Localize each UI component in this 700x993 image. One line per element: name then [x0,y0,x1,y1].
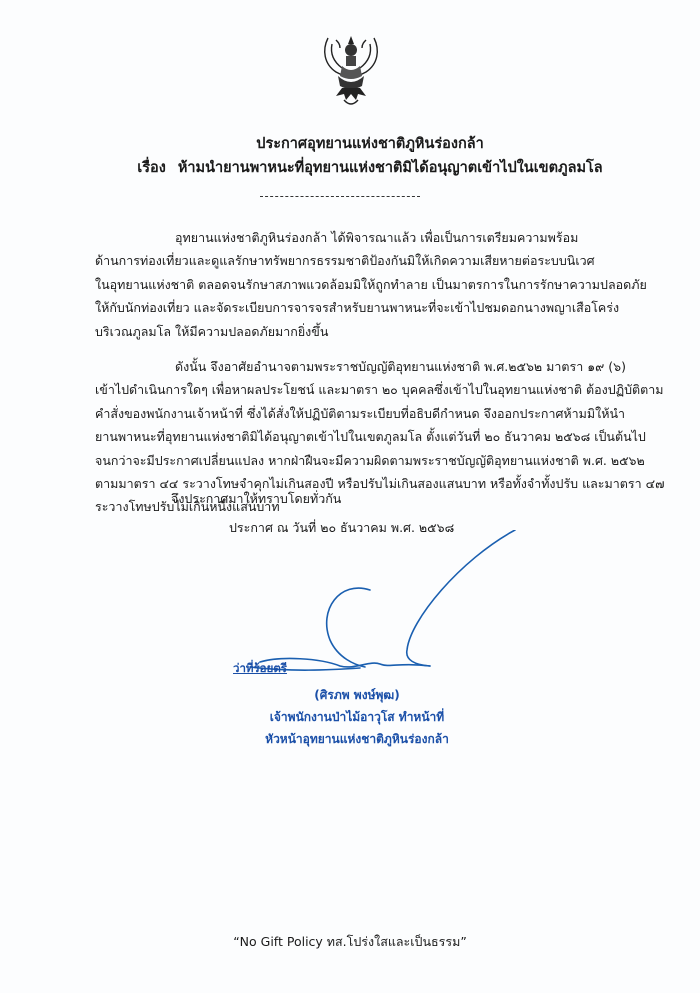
announcement-subject [40,156,700,180]
body-line: เข้าไปดำเนินการใดๆ เพื่อหาผลประโยชน์ และมาตรา ๒๐ บุคคลซึ่งเข้าไปในอุทยานแห่งชาติ ต้องปฏิบัติตาม [95,382,664,398]
signatory-name: (ศิรภพ พงษ์พุฒ) [314,688,400,702]
no-gift-policy-footer: “No Gift Policy ทส.โปร่งใสและเป็นธรรม” [233,934,467,949]
signatory-office: หัวหน้าอุทยานแห่งชาติภูหินร่องกล้า [265,732,449,746]
body-line: บริเวณภูลมโล ให้มีความปลอดภัยมากยิ่งขึ้น [95,323,329,339]
announcement-title: ประกาศอุทยานแห่งชาติภูหินร่องกล้า [256,136,484,152]
title-divider [260,196,420,197]
body-line: ในอุทยานแห่งชาติ ตลอดจนรักษาสภาพแวดล้อมมิให้ถูกทำลาย เป็นมาตรการในการรักษาความปลอดภัย [95,276,647,292]
body-line: จนกว่าจะมีประกาศเปลี่ยนแปลง หากฝ่าฝืนจะมีความผิดตามพระราชบัญญัติอุทยานแห่งชาติ พ.ศ. ๒๕๖๒ [95,452,645,468]
garuda-emblem-icon [320,30,382,110]
subject-label: เรื่อง [137,160,166,176]
announcement-header [0,132,700,180]
paragraph-1 [95,226,655,343]
acting-rank: ว่าที่ร้อยตรี [233,661,287,675]
subject-text: ห้ามนำยานพาหนะที่อุทยานแห่งชาติมิได้อนุญาตเข้าไปในเขตภูลมโล [177,160,603,176]
body-line: ให้กับนักท่องเที่ยว และจัดระเบียบการจารจรสำหรับยานพาหนะที่จะเข้าไปชมดอกนางพญาเสือโคร่ง [95,300,620,316]
body-line: ดังนั้น จึงอาศัยอำนาจตามพระราชบัญญัติอุทยานแห่งชาติ พ.ศ.๒๕๖๒ มาตรา ๑๙ (๖) [175,359,626,375]
announcement-body [95,226,665,519]
body-line: คำสั่งของพนักงานเจ้าหน้าที่ ซึ่งได้สั่งให้ปฏิบัติตามระเบียบที่อธิบดีกำหนด จึงออกประกาศห้ามมิให้นำ [95,405,626,421]
signatory-position: เจ้าพนักงานป่าไม้อาวุโส ทำหน้าที่ [269,710,445,724]
body-line: อุทยานแห่งชาติภูหินร่องกล้า ได้พิจารณาแล้ว เพื่อเป็นการเตรียมความพร้อม [175,230,579,245]
body-line: ระวางโทษปรับไม่เกินหนึ่งแสนบาท [95,499,280,515]
body-line: ด้านการท่องเที่ยวและดูแลรักษาทรัพยากรธรรมชาติป้องกันมิให้เกิดความเสียหายต่อระบบนิเวศ [95,253,595,269]
closing-statement: จึงประกาศมาให้ทราบโดยทั่วกัน [171,491,342,506]
body-line: ตามมาตรา ๔๔ ระวางโทษจำคุกไม่เกินสองปี หรือปรับไม่เกินสองแสนบาท หรือทั้งจำทั้งปรับ และมาตรา ๔๗ [95,476,665,492]
announcement-date: ประกาศ ณ วันที่ ๒๐ ธันวาคม พ.ศ. ๒๕๖๘ [229,520,455,535]
body-line: ยานพาหนะที่อุทยานแห่งชาติมิได้อนุญาตเข้าไปในเขตภูลมโล ตั้งแต่วันที่ ๒๐ ธันวาคม ๒๕๖๘ เป็นต้นไป [95,429,646,445]
signatory-block [0,684,700,750]
